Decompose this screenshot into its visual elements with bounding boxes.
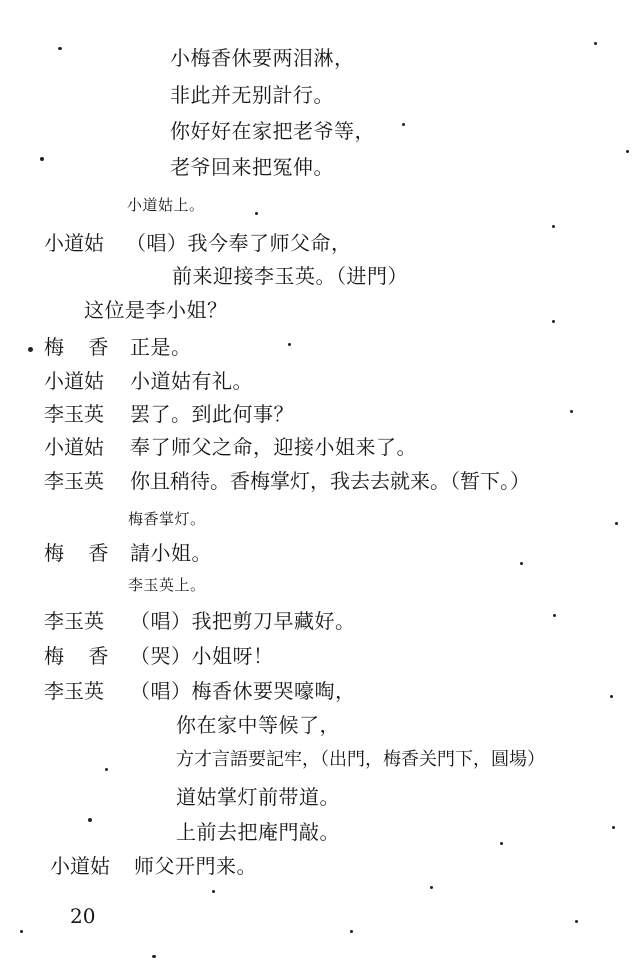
dialogue-text: 你且稍待。香梅掌灯，我去去就来。（暂下。） [130,469,530,493]
speaker-label: 李玉英 [44,679,104,703]
dialogue-text: 小道姑有礼。 [130,369,253,393]
scan-speck [20,930,23,933]
speaker-label: 梅 香 [44,541,118,565]
verse-line: 道姑掌灯前带道。 [176,785,340,809]
scan-speck [28,347,33,352]
verse-line: 你在家中等候了， [176,713,340,737]
scan-speck [520,562,523,565]
dialogue-text: 奉了师父之命，迎接小姐来了。 [130,435,417,459]
scan-speck [58,47,62,50]
prose-line: 这位是李小姐？ [84,298,228,322]
stage-direction: 小道姑上。 [127,196,205,214]
verse-line-2: 非此并无别計行。 [170,83,334,107]
dialogue-text: （唱）我把剪刀早藏好。 [130,609,356,633]
scan-speck [152,955,156,958]
verse-line-3: 你好好在家把老爷等， [170,119,375,143]
verse-line: 前来迎接李玉英。（进門） [172,264,408,288]
speaker-label: 小道姑 [44,369,104,393]
dialogue-text: （唱）梅香休要哭嚎啕， [130,679,356,703]
speaker-label: 李玉英 [44,609,104,633]
scan-speck [402,123,405,126]
speaker-label: 梅 香 [44,335,118,359]
verse-line: 上前去把庵門敲。 [176,820,340,844]
scan-speck [552,225,555,228]
scan-speck [552,320,555,323]
scan-speck [105,768,108,771]
speaker-label: 李玉英 [44,469,104,493]
verse-line-1: 小梅香休要两泪淋， [170,46,355,70]
scan-speck [626,150,629,153]
stage-direction: 梅香掌灯。 [128,510,206,528]
scan-speck [350,930,353,933]
speaker-label: 李玉英 [44,402,104,426]
scan-speck [88,818,92,822]
scan-speck [610,695,613,698]
dialogue-text: 正是。 [130,335,192,359]
scan-speck [40,157,44,161]
dialogue-text: 师父开門来。 [134,854,257,878]
dialogue-text: 請小姐。 [130,541,212,565]
scan-speck [615,522,618,525]
scan-speck [570,410,573,413]
verse-line-4: 老爷回来把冤伸。 [170,155,334,179]
speaker-label: 小道姑 [44,231,104,255]
page-number: 20 [70,904,96,928]
scan-speck [553,614,556,617]
speaker-label: 小道姑 [44,435,104,459]
scan-speck [212,890,215,893]
speaker-label: 梅 香 [44,644,118,668]
scan-speck [255,212,258,215]
scan-speck [430,886,433,889]
scan-speck [594,42,597,45]
scan-speck [575,920,578,923]
verse-line: 方才言語要記牢，（出門，梅香关門下，圓場） [176,749,545,770]
scan-speck [612,826,615,829]
scan-speck [500,842,503,845]
dialogue-text: （唱）我今奉了师父命， [126,231,352,255]
speaker-label: 小道姑 [50,854,110,878]
scan-speck [288,343,291,346]
dialogue-text: （哭）小姐呀！ [130,644,274,668]
dialogue-text: 罢了。到此何事？ [130,402,294,426]
stage-direction: 李玉英上。 [128,576,206,594]
